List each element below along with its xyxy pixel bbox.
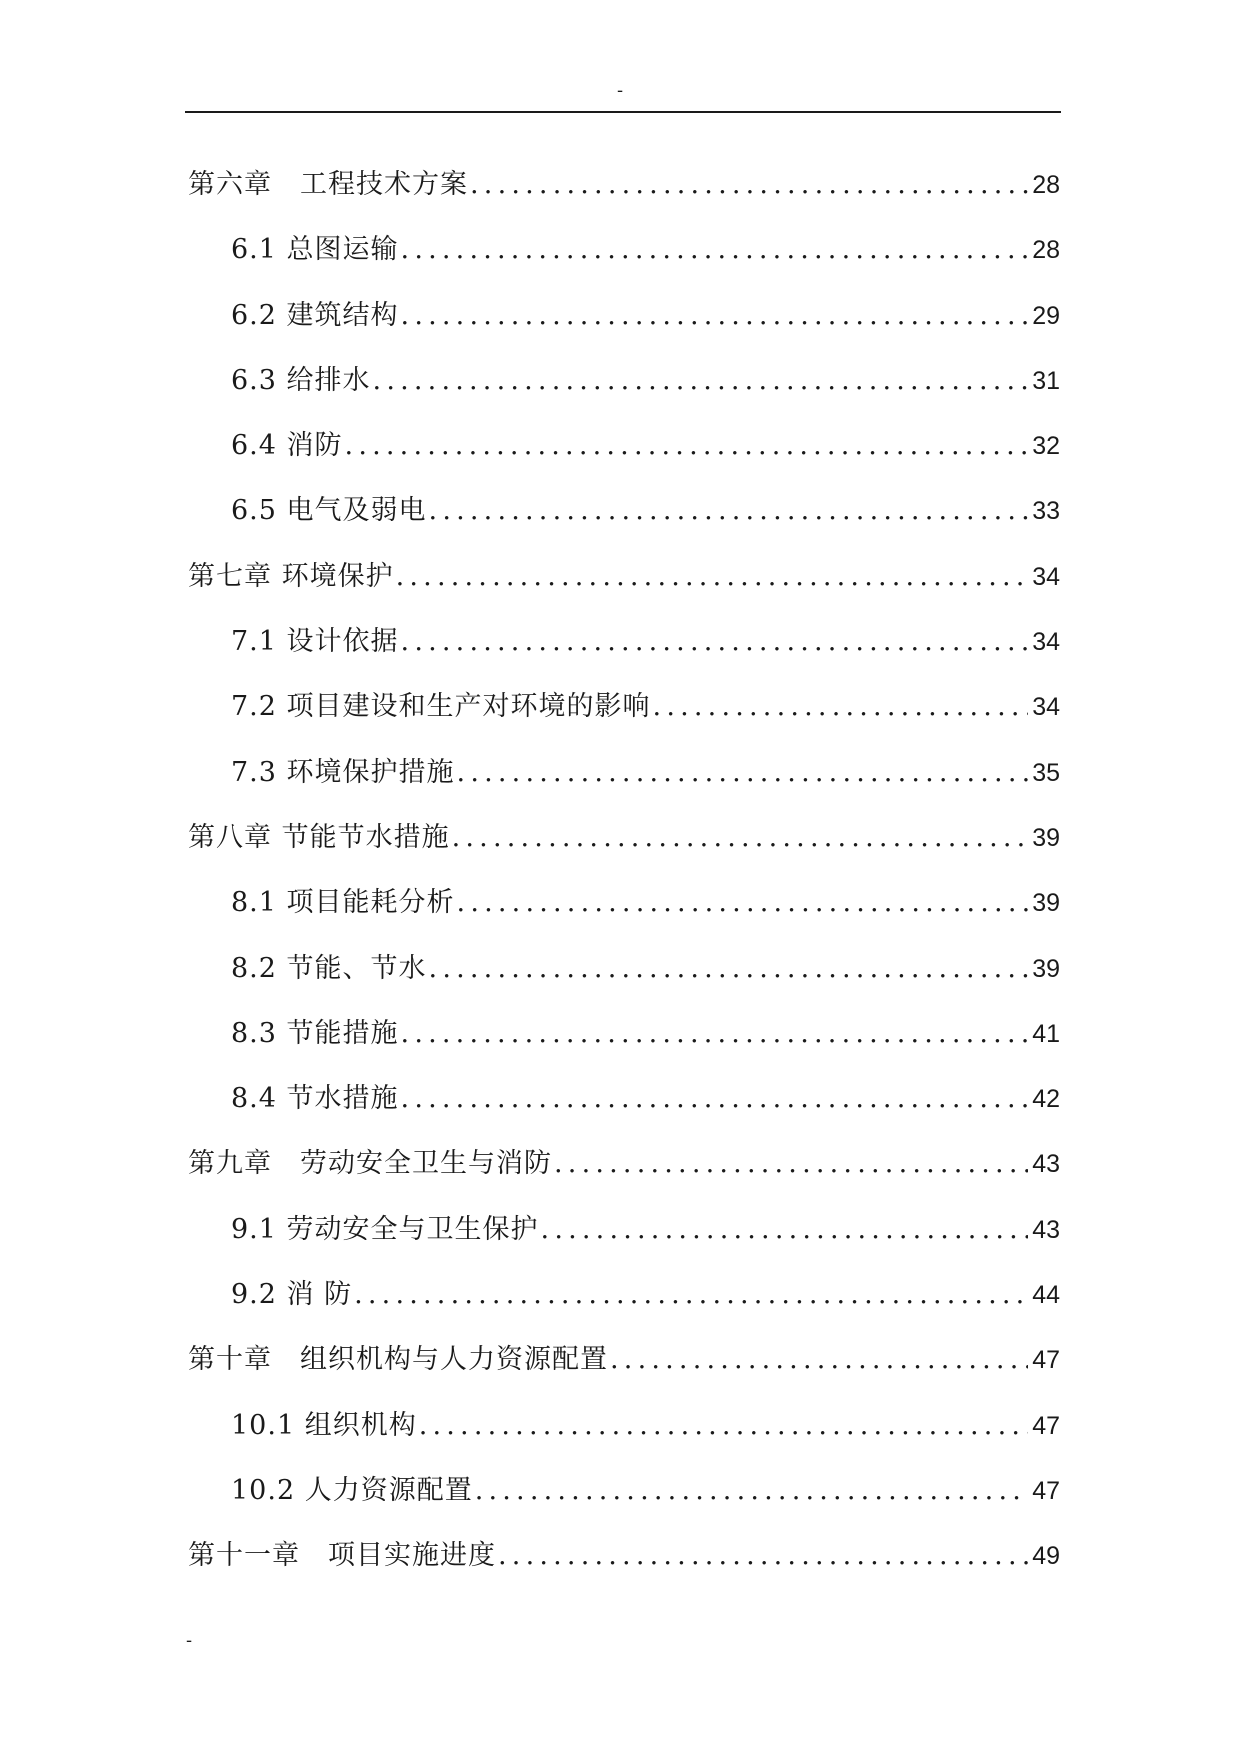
toc-entry-page-number: 39 [1032, 889, 1060, 918]
footer-mark: - [186, 1630, 193, 1651]
toc-chapter-entry[interactable] [188, 1131, 1060, 1196]
toc-section-entry[interactable] [188, 217, 1060, 282]
toc-chapter-entry[interactable] [188, 152, 1060, 217]
toc-section-entry[interactable] [188, 674, 1060, 739]
toc-section-entry[interactable] [188, 1262, 1060, 1327]
toc-entry-title: 8.1 项目能耗分析 [231, 887, 455, 919]
toc-entry-page-number: 42 [1032, 1085, 1060, 1114]
toc-entry-title: 第十一章 项目实施进度 [188, 1540, 496, 1572]
toc-dot-leader [452, 805, 1028, 870]
toc-dot-leader [396, 544, 1028, 609]
toc-dot-leader [610, 1327, 1028, 1392]
toc-dot-leader [457, 870, 1028, 935]
toc-entry-page-number: 35 [1032, 758, 1060, 787]
toc-entry-page-number: 29 [1032, 301, 1060, 330]
toc-dot-leader [457, 740, 1028, 805]
toc-entry-title: 第六章 工程技术方案 [188, 169, 468, 200]
toc-entry-page-number: 44 [1032, 1281, 1060, 1310]
toc-entry-title: 6.4 消防 [231, 430, 343, 462]
toc-entry-title: 9.2 消 防 [231, 1279, 353, 1311]
toc-dot-leader [401, 1001, 1028, 1066]
toc-chapter-entry[interactable] [188, 1523, 1060, 1588]
toc-entry-title: 7.3 环境保护措施 [231, 756, 455, 788]
toc-entry-title: 8.3 节能措施 [231, 1017, 399, 1049]
toc-entry-page-number: 43 [1032, 1150, 1060, 1179]
toc-section-entry[interactable] [188, 870, 1060, 935]
toc-chapter-entry[interactable] [188, 544, 1060, 609]
toc-entry-title: 第十章 组织机构与人力资源配置 [188, 1344, 608, 1376]
toc-entry-title: 10.1 组织机构 [231, 1409, 417, 1441]
toc-dot-leader [401, 1066, 1028, 1131]
toc-dot-leader [401, 217, 1028, 282]
toc-section-entry[interactable] [188, 1458, 1060, 1523]
toc-section-entry[interactable] [188, 1197, 1060, 1262]
toc-dot-leader [475, 1458, 1028, 1523]
toc-section-entry[interactable] [188, 413, 1060, 478]
toc-entry-title: 8.2 节能、节水 [231, 952, 427, 984]
toc-dot-leader [541, 1197, 1028, 1262]
toc-section-entry[interactable] [188, 283, 1060, 348]
toc-section-entry[interactable] [188, 609, 1060, 674]
toc-entry-title: 7.1 设计依据 [231, 626, 399, 658]
toc-chapter-entry[interactable] [188, 805, 1060, 870]
toc-dot-leader [345, 413, 1028, 478]
toc-entry-page-number: 39 [1032, 954, 1060, 983]
toc-entry-page-number: 41 [1032, 1019, 1060, 1048]
toc-entry-title: 第八章 节能节水措施 [188, 821, 450, 853]
table-of-contents [188, 152, 1060, 1589]
toc-entry-title: 8.4 节水措施 [231, 1083, 399, 1115]
toc-section-entry[interactable] [188, 1393, 1060, 1458]
header-rule [185, 111, 1061, 113]
toc-section-entry[interactable] [188, 478, 1060, 543]
toc-entry-page-number: 28 [1032, 171, 1060, 199]
toc-dot-leader [354, 1262, 1028, 1327]
toc-chapter-entry[interactable] [188, 1327, 1060, 1392]
toc-dot-leader [470, 152, 1028, 217]
toc-section-entry[interactable] [188, 1001, 1060, 1066]
toc-section-entry[interactable] [188, 348, 1060, 413]
toc-dot-leader [401, 609, 1028, 674]
toc-section-entry[interactable] [188, 1066, 1060, 1131]
toc-dot-leader [653, 674, 1028, 739]
toc-entry-page-number: 47 [1032, 1476, 1060, 1505]
toc-section-entry[interactable] [188, 936, 1060, 1001]
toc-dot-leader [554, 1131, 1028, 1196]
toc-entry-title: 6.3 给排水 [231, 364, 371, 396]
toc-dot-leader [429, 478, 1028, 543]
toc-entry-page-number: 28 [1032, 236, 1060, 265]
toc-entry-page-number: 34 [1032, 562, 1060, 591]
toc-entry-title: 6.5 电气及弱电 [231, 495, 427, 527]
toc-entry-title: 10.2 人力资源配置 [231, 1474, 473, 1506]
toc-section-entry[interactable] [188, 740, 1060, 805]
toc-entry-title: 9.1 劳动安全与卫生保护 [231, 1213, 539, 1245]
toc-entry-page-number: 47 [1032, 1411, 1060, 1440]
toc-entry-title: 6.1 总图运输 [231, 234, 399, 266]
toc-entry-title: 第七章 环境保护 [188, 560, 394, 592]
toc-entry-page-number: 43 [1032, 1215, 1060, 1244]
toc-entry-page-number: 34 [1032, 628, 1060, 657]
toc-entry-title: 6.2 建筑结构 [231, 299, 399, 331]
toc-entry-page-number: 47 [1032, 1346, 1060, 1375]
toc-entry-page-number: 49 [1032, 1542, 1060, 1571]
toc-dot-leader [419, 1393, 1028, 1458]
toc-dot-leader [429, 936, 1028, 1001]
toc-entry-page-number: 34 [1032, 693, 1060, 722]
toc-dot-leader [401, 283, 1028, 348]
toc-entry-page-number: 31 [1032, 366, 1060, 395]
toc-dot-leader [373, 348, 1028, 413]
toc-entry-title: 第九章 劳动安全卫生与消防 [188, 1148, 552, 1180]
toc-entry-page-number: 32 [1032, 432, 1060, 461]
toc-entry-title: 7.2 项目建设和生产对环境的影响 [231, 691, 651, 723]
toc-entry-page-number: 33 [1032, 497, 1060, 526]
header-mark: - [616, 80, 624, 101]
toc-dot-leader [498, 1523, 1028, 1588]
toc-entry-page-number: 39 [1032, 823, 1060, 852]
